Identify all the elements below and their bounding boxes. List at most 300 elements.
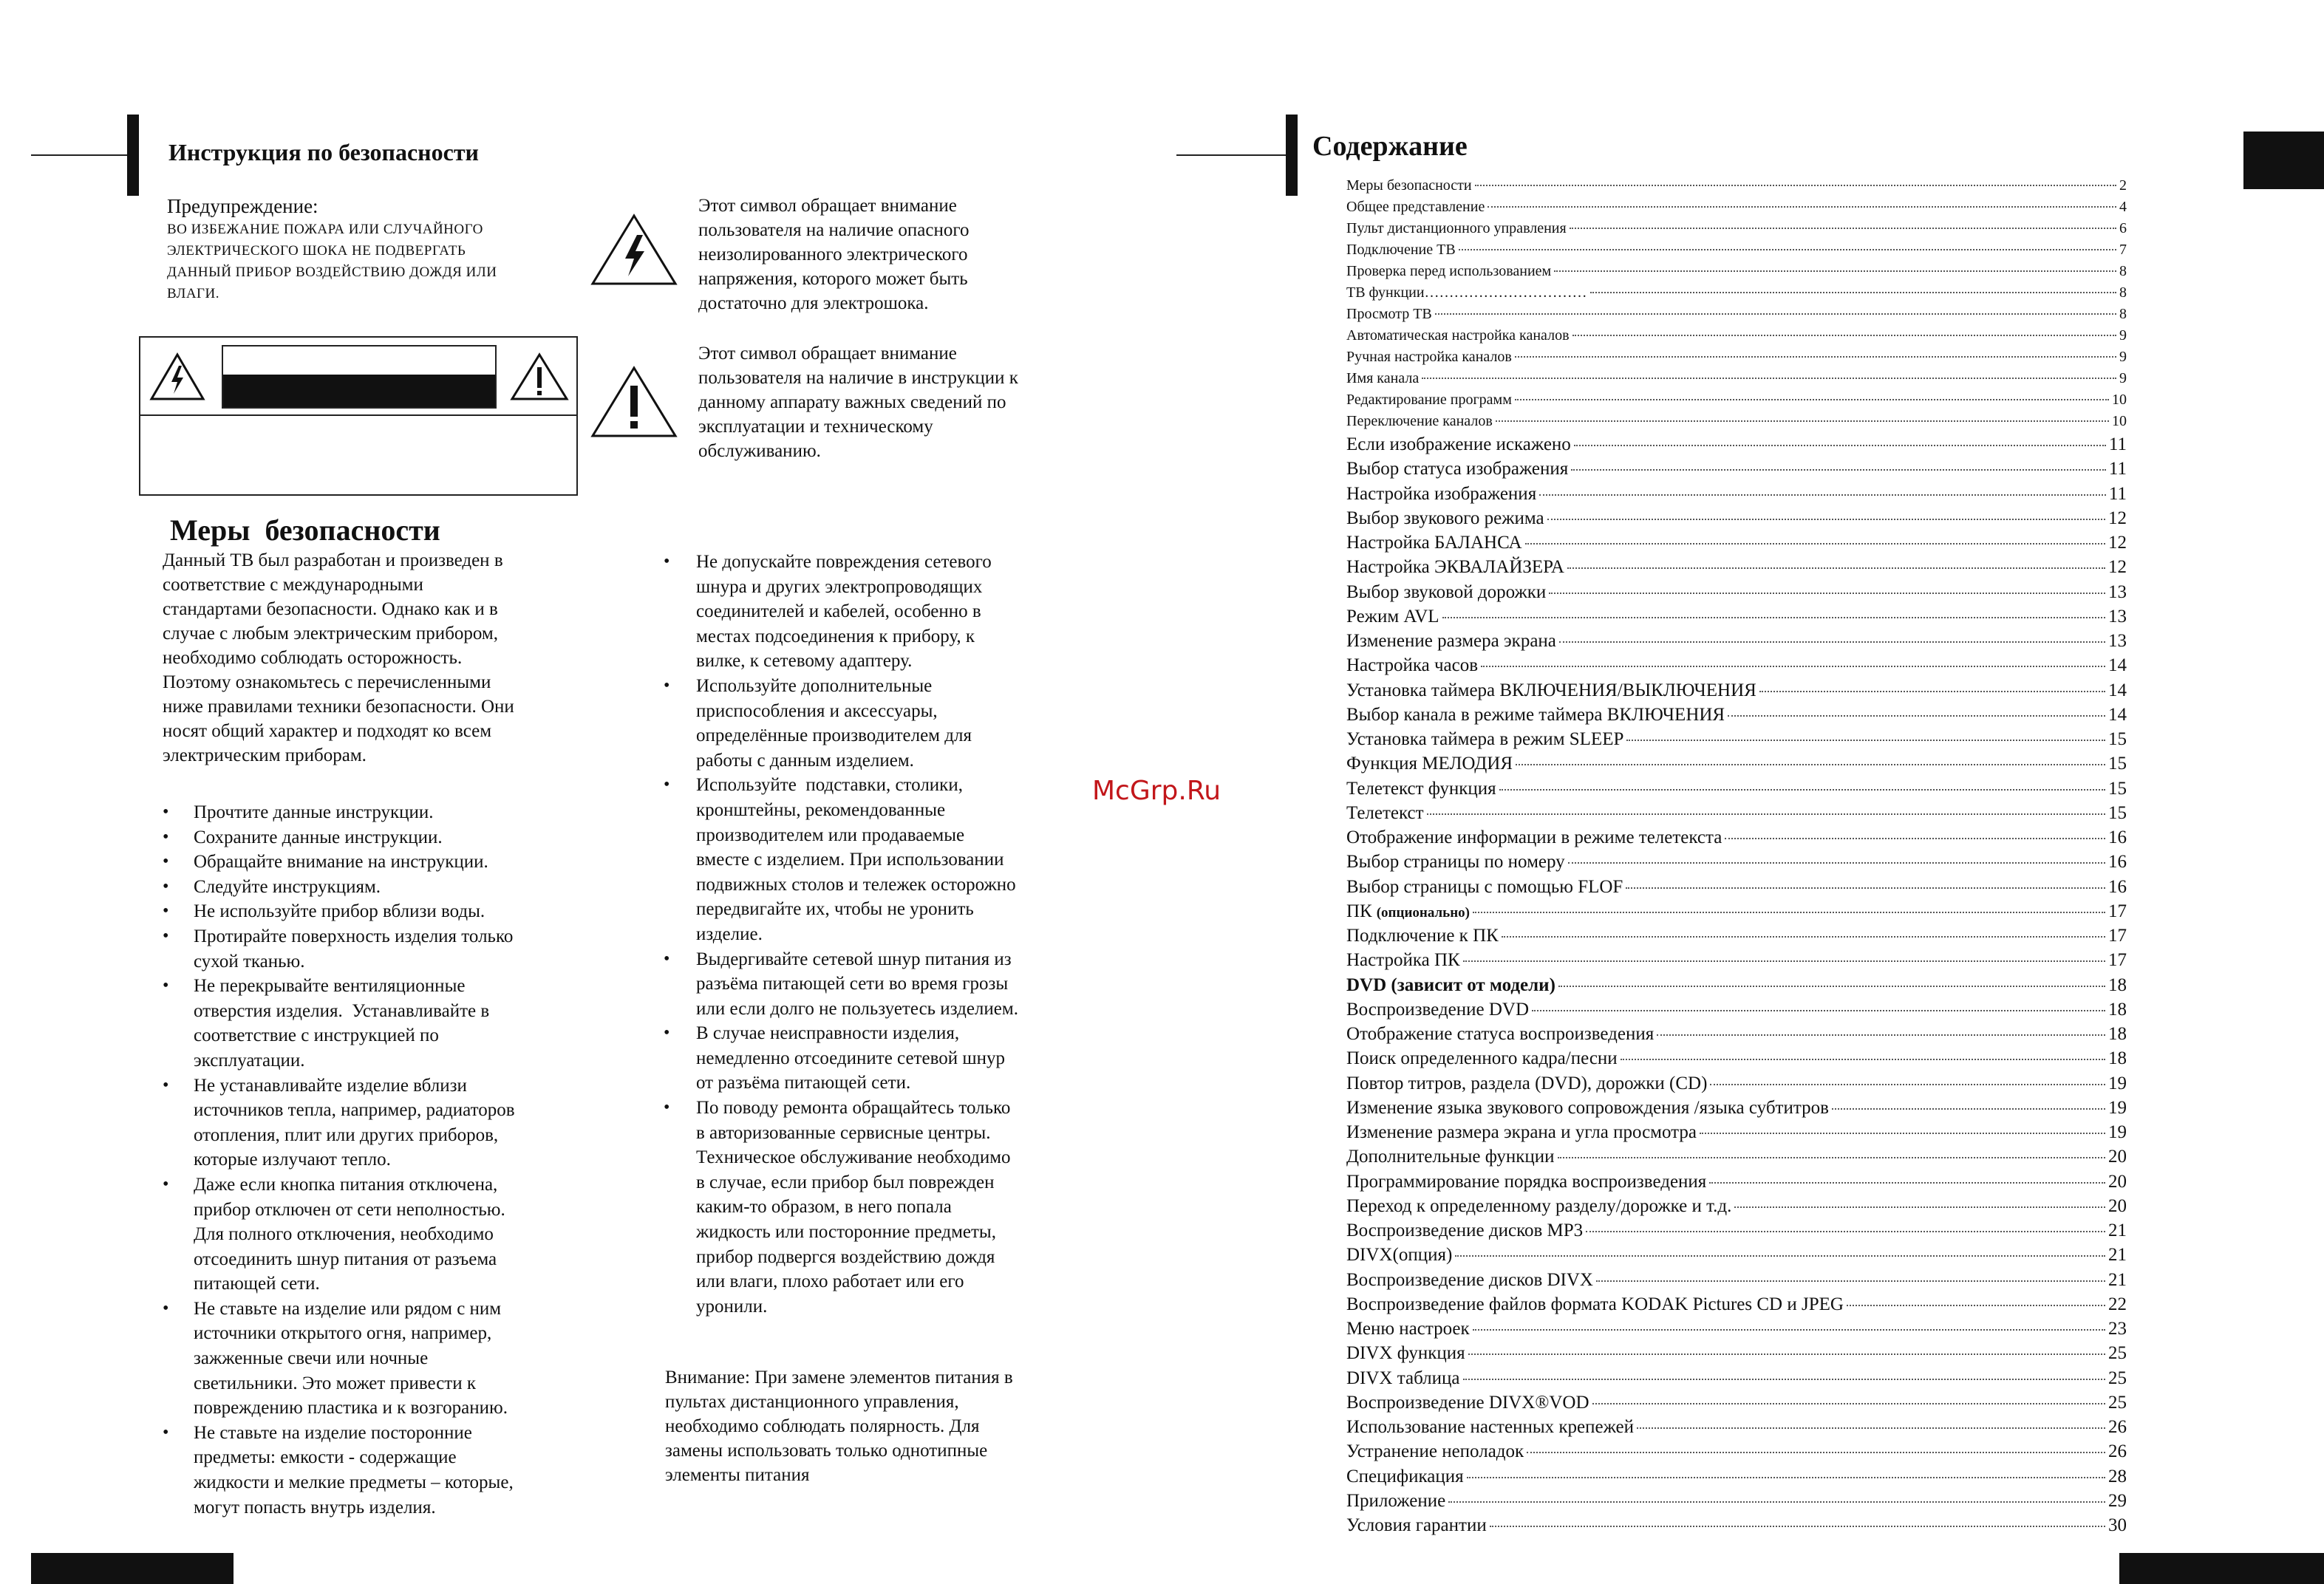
toc-leader [1463, 1379, 2106, 1380]
toc-entry-title: Воспроизведение дисков DIVX [1346, 1269, 1593, 1290]
note-line: пультах дистанционного управления, [665, 1392, 959, 1412]
item-line: • Не ставьте на изделие посторонние [194, 1422, 472, 1443]
toc-entry-title: Настройка изображения [1346, 483, 1537, 504]
toc-entry-page: 14 [2108, 704, 2127, 725]
caution-label-frame [222, 345, 497, 409]
toc-leader [1586, 1231, 2105, 1232]
item-line: или если долго не пользуетесь изделием. [696, 998, 1018, 1019]
toc-entry[interactable] [1346, 370, 2127, 387]
toc-entry[interactable] [1346, 199, 2127, 216]
toc-leader [1567, 567, 2105, 569]
item-line: • В случае неисправности изделия, [696, 1023, 960, 1044]
toc-entry[interactable] [1346, 705, 2127, 726]
toc-entry[interactable] [1346, 1221, 2127, 1241]
toc-entry-title: DVD (зависит от модели) [1346, 974, 1555, 995]
toc-leader [1547, 519, 2105, 520]
toc-entry-page: 12 [2108, 533, 2127, 553]
toc-leader [1539, 494, 2106, 496]
item-line: • Прочтите данные инструкции. [194, 802, 434, 822]
toc-leader [1473, 912, 2105, 913]
toc-entry[interactable] [1346, 803, 2127, 824]
item-line: определённые производителем для [696, 726, 972, 746]
toc-leader [1847, 1305, 2105, 1306]
toc-entry-page: 23 [2108, 1319, 2127, 1339]
toc-entry-title: Настройка ЭКВАЛАЙЗЕРА [1346, 557, 1564, 578]
exclamation-triangle-icon [590, 365, 678, 443]
item-line: отопления, плит или других приборов, [194, 1124, 499, 1145]
safety-item [161, 1172, 604, 1297]
toc-leader [1700, 1133, 2105, 1134]
toc-leader [1525, 543, 2105, 544]
toc-entry[interactable] [1346, 901, 2127, 922]
toc-entry[interactable] [1346, 263, 2127, 280]
toc-entry-title: Пульт дистанционного управления [1346, 220, 1567, 236]
toc-entry-title: Выбор звуковой дорожки [1346, 581, 1547, 602]
item-line: • Выдергивайте сетевой шнур питания из [696, 949, 1012, 969]
toc-entry-page: 17 [2108, 901, 2127, 921]
toc-entry-page: 12 [2108, 557, 2127, 578]
toc-entry[interactable] [1346, 754, 2127, 774]
toc-entry[interactable] [1346, 1048, 2127, 1069]
toc-entry[interactable] [1346, 327, 2127, 344]
toc-entry-title: Выбор канала в режиме таймера ВКЛЮЧЕНИЯ [1346, 704, 1725, 725]
item-line: • Не перекрывайте вентиляционные [194, 976, 466, 997]
item-line: • Обращайте внимание на инструкции. [194, 852, 488, 873]
toc-entry-title: Отображение информации в режиме телетекста [1346, 827, 1722, 847]
symbol-line: неизолированного электрического [698, 245, 968, 264]
intro-line: Данный ТВ был разработан и произведен в [163, 550, 503, 570]
toc-entry-page: 16 [2108, 852, 2127, 873]
toc-entry-title: Воспроизведение DVD [1346, 999, 1530, 1020]
item-line: производителем или продаваемые [696, 825, 965, 845]
toc-entry-title: ТВ функции…………………………… [1346, 284, 1587, 301]
toc-entry-title: Программирование порядка воспроизведения [1346, 1171, 1707, 1192]
toc-entry[interactable] [1346, 1417, 2127, 1438]
item-line: отверстия изделия. Устанавливайте в [194, 1000, 490, 1021]
toc-entry[interactable] [1346, 508, 2127, 529]
safety-item [662, 947, 1091, 1022]
item-line: повреждению пластика и к возгоранию. [194, 1398, 508, 1419]
toc-entry-title: Воспроизведение DIVX®VOD [1346, 1392, 1589, 1413]
toc-leader [1709, 1182, 2105, 1184]
safety-item [662, 773, 1091, 946]
toc-entry-title: Если изображение искажено [1346, 434, 1571, 454]
safety-intro [163, 548, 606, 768]
toc-entry[interactable] [1346, 557, 2127, 578]
toc-entry[interactable] [1346, 1122, 2127, 1143]
toc-entry-title: Меры безопасности [1346, 177, 1472, 194]
item-line: эксплуатации. [194, 1050, 305, 1071]
toc-leader [1481, 666, 2105, 667]
toc-entry-page: 19 [2108, 1122, 2127, 1142]
toc-entry[interactable] [1346, 413, 2127, 430]
item-line: шнура и других электропроводящих [696, 576, 983, 597]
toc-entry[interactable] [1346, 779, 2127, 799]
caution-box [139, 336, 578, 496]
safety-item [161, 850, 604, 875]
safety-item [662, 1096, 1091, 1319]
toc-entry[interactable] [1346, 975, 2127, 996]
toc-entry-page: 11 [2108, 434, 2127, 454]
symbol-explanation-2 [698, 341, 1097, 463]
safety-item [161, 899, 604, 924]
toc-entry[interactable] [1346, 729, 2127, 750]
toc-leader [1734, 1206, 2105, 1208]
toc-leader [1558, 1157, 2106, 1158]
caution-label-fill [223, 375, 495, 407]
toc-entry-title: Поиск определенного кадра/песни [1346, 1048, 1618, 1069]
lightning-triangle-icon [149, 352, 205, 405]
item-line: кронштейны, рекомендованные [696, 799, 946, 820]
item-line: уронили. [696, 1296, 768, 1317]
toc-leader [1559, 641, 2105, 643]
toc-entry[interactable] [1346, 877, 2127, 898]
toc-entry-page: 10 [2112, 413, 2127, 429]
toc-entry[interactable] [1346, 349, 2127, 366]
toc-entry-page: 2 [2119, 177, 2127, 194]
toc-entry-page: 25 [2108, 1343, 2127, 1364]
toc-entry-title: Режим AVL [1346, 606, 1439, 627]
toc-entry-page: 28 [2108, 1466, 2127, 1486]
toc-entry-page: 13 [2108, 606, 2127, 627]
toc-entry-page: 29 [2108, 1490, 2127, 1511]
item-line: в случае, если прибор был поврежден [696, 1172, 995, 1192]
note-line: Внимание: При замене элементов питания в [665, 1368, 1013, 1387]
lightning-triangle-icon [590, 213, 678, 290]
toc-leader [1574, 445, 2106, 446]
watermark: McGrp.Ru [1092, 776, 1221, 806]
toc-entry-title: Выбор страницы с помощью FLOF [1346, 876, 1623, 897]
toc-entry-page: 12 [2108, 508, 2127, 528]
safety-item [161, 825, 604, 850]
intro-line: случае с любым электрическим прибором, [163, 624, 499, 644]
toc-entry-title: Подключение ТВ [1346, 242, 1456, 258]
safety-item [161, 924, 604, 974]
toc-leader [1572, 335, 2116, 336]
toc-leader [1590, 292, 2116, 293]
toc-entry-title: Проверка перед использованием [1346, 263, 1552, 279]
toc-entry[interactable] [1346, 1319, 2127, 1339]
right-header-bar [1286, 115, 1298, 196]
toc-entry-page: 16 [2108, 827, 2127, 847]
toc-entry[interactable] [1346, 242, 2127, 259]
item-line: подвижных столов и тележек осторожно [696, 874, 1016, 895]
intro-line: необходимо соблюдать осторожность. [163, 648, 463, 668]
item-line: от разъёма питающей сети. [696, 1073, 911, 1093]
exclamation-triangle-icon [510, 352, 569, 405]
safety-item [662, 674, 1091, 773]
toc-leader [1448, 1501, 2105, 1503]
item-line: передвигайте их, чтобы не уронить [696, 899, 974, 920]
safety-item [161, 1297, 604, 1421]
toc-entry-page: 17 [2108, 926, 2127, 946]
toc-entry[interactable] [1346, 1024, 2127, 1045]
symbol-explanation-1 [698, 194, 1083, 315]
item-line: прибор отключен от сети неполностью. [194, 1199, 505, 1220]
intro-line: Поэтому ознакомьтесь с перечисленными [163, 672, 491, 692]
toc-leader [1468, 1353, 2105, 1355]
symbol-line: данному аппарату важных сведений по [698, 392, 1006, 412]
toc-entry-page: 17 [2108, 950, 2127, 971]
item-line: немедленно отсоедините сетевой шнур [696, 1048, 1005, 1068]
toc-entry[interactable] [1346, 1368, 2127, 1389]
toc-entry-title: Использование настенных крепежей [1346, 1417, 1635, 1437]
item-line: светильники. Это может привести к [194, 1373, 477, 1393]
toc-entry-title: Редактирование программ [1346, 392, 1512, 408]
toc-entry[interactable] [1346, 680, 2127, 701]
item-line: • Не ставьте на изделие или рядом с ним [194, 1298, 502, 1319]
toc-entry[interactable] [1346, 1270, 2127, 1291]
toc-leader [1657, 1034, 2105, 1036]
toc-entry[interactable] [1346, 1098, 2127, 1119]
toc-entry-title: Спецификация [1346, 1466, 1464, 1486]
safety-item [161, 875, 604, 900]
toc-entry-title: Переход к определенному разделу/дорожке и т.д. [1346, 1195, 1732, 1216]
item-line: которые излучают тепло. [194, 1150, 391, 1170]
toc-leader [1725, 838, 2105, 839]
toc-leader [1515, 399, 2109, 400]
item-line: жидкости и мелкие предметы – которые, [194, 1472, 514, 1493]
toc-entry[interactable] [1346, 1073, 2127, 1094]
toc-leader [1516, 764, 2105, 765]
toc-entry[interactable] [1346, 434, 2127, 455]
item-line: зажженные свечи или ночные [194, 1348, 429, 1369]
item-line: или влаги, плохо работает или его [696, 1271, 964, 1292]
toc-entry-page: 19 [2108, 1097, 2127, 1118]
safety-item [161, 974, 604, 1073]
toc-entry[interactable] [1346, 533, 2127, 553]
toc-entry-title: Устранение неполадок [1346, 1441, 1524, 1462]
warning-label: Предупреждение: [167, 195, 318, 217]
toc-entry-page: 13 [2108, 631, 2127, 651]
symbol-line: пользователя на наличие в инструкции к [698, 368, 1018, 388]
toc-entry[interactable] [1346, 306, 2127, 323]
item-line: жидкость или посторонние предметы, [696, 1222, 996, 1243]
toc-entry-page: 26 [2108, 1441, 2127, 1462]
toc-entry-page: 18 [2108, 974, 2127, 995]
battery-note [665, 1365, 1094, 1487]
toc-entry[interactable] [1346, 459, 2127, 479]
toc-entry[interactable] [1346, 484, 2127, 505]
toc-entry[interactable] [1346, 392, 2127, 409]
note-line: необходимо соблюдать полярность. Для [665, 1416, 980, 1436]
toc-entry-title: Переключение каналов [1346, 413, 1493, 429]
toc-leader [1496, 420, 2109, 422]
toc-entry[interactable] [1346, 1294, 2127, 1315]
toc-entry[interactable] [1346, 926, 2127, 946]
item-line: соответствие с инструкцией по [194, 1025, 439, 1046]
toc-leader [1499, 789, 2105, 791]
toc-entry-page: 9 [2119, 370, 2127, 386]
toc-entry-page: 11 [2108, 459, 2127, 479]
toc-entry-title: Повтор титров, раздела (DVD), дорожки (CD) [1346, 1073, 1708, 1093]
toc-entry[interactable] [1346, 1147, 2127, 1167]
safety-item [662, 1021, 1091, 1096]
toc-entry[interactable] [1346, 607, 2127, 627]
item-line: изделие. [696, 924, 763, 944]
contents-title: Содержание [1312, 131, 1468, 162]
toc-entry[interactable] [1346, 220, 2127, 237]
item-line: • Используйте подставки, столики, [696, 775, 963, 796]
safety-list-left [161, 800, 604, 1520]
item-line: приспособления и аксессуары, [696, 700, 938, 721]
toc-leader [1427, 813, 2105, 815]
right-footer-block [2119, 1553, 2324, 1584]
toc-leader [1571, 469, 2106, 471]
toc-entry-page: 15 [2108, 802, 2127, 823]
toc-entry-title: Выбор статуса изображения [1346, 459, 1569, 479]
left-footer-block [31, 1553, 234, 1584]
item-line: • Протирайте поверхность изделия только [194, 926, 514, 946]
toc-leader [1463, 960, 2105, 962]
toc-entry-page: 21 [2108, 1221, 2127, 1240]
toc-entry-suffix: (опционально) [1376, 904, 1470, 921]
toc-entry-page: 18 [2108, 1024, 2127, 1044]
toc-entry-page: 21 [2108, 1245, 2127, 1266]
toc-leader [1710, 1084, 2105, 1085]
toc-entry-title: ПК [1346, 901, 1372, 921]
toc-entry-title: Функция МЕЛОДИЯ [1346, 754, 1513, 774]
toc-entry[interactable] [1346, 852, 2127, 873]
toc-entry-title: Настройка часов [1346, 655, 1479, 676]
toc-entry-title: Телетекст функция [1346, 778, 1496, 799]
toc-leader [1467, 1477, 2105, 1478]
left-page-title: Инструкция по безопасности [168, 139, 479, 165]
note-line: элементы питания [665, 1465, 810, 1485]
toc-entry-title: DIVX функция [1346, 1343, 1465, 1364]
toc-entry-page: 10 [2112, 392, 2127, 408]
symbol-line: обслуживанию. [698, 441, 821, 461]
toc-leader [1475, 185, 2116, 186]
safety-item [161, 800, 604, 825]
toc-leader [1549, 593, 2105, 594]
toc-entry-page: 9 [2119, 349, 2127, 365]
item-line: Техническое обслуживание необходимо [696, 1147, 1011, 1168]
warning-line: ЭЛЕКТРИЧЕСКОГО ШОКА НЕ ПОДВЕРГАТЬ [167, 243, 466, 259]
toc-leader [1435, 313, 2116, 315]
toc-entry-title: DIVX(опция) [1346, 1245, 1453, 1266]
toc-entry-page: 11 [2108, 483, 2127, 504]
toc-leader [1626, 887, 2105, 889]
toc-entry-page: 13 [2108, 581, 2127, 602]
toc-leader [1621, 1059, 2105, 1060]
item-line: вместе с изделием. При использовании [696, 850, 1004, 870]
toc-entry[interactable] [1346, 1245, 2127, 1266]
symbol-line: эксплуатации и техническому [698, 417, 933, 437]
item-line: вилке, к сетевому адаптеру. [696, 651, 913, 672]
toc-entry-page: 26 [2108, 1417, 2127, 1437]
toc-leader [1558, 986, 2105, 987]
toc-entry[interactable] [1346, 1491, 2127, 1512]
toc-entry-page: 20 [2108, 1147, 2127, 1167]
safety-list-right [662, 550, 1091, 1319]
toc-entry-page: 20 [2108, 1171, 2127, 1192]
item-line: • Следуйте инструкциям. [194, 876, 381, 897]
toc-entry-title: Имя канала [1346, 370, 1420, 386]
toc-entry-page: 8 [2119, 306, 2127, 322]
toc-entry-page: 8 [2119, 284, 2127, 301]
toc-entry-title: Условия гарантии [1346, 1515, 1487, 1535]
toc-leader [1626, 740, 2105, 741]
item-line: работы с данным изделием. [696, 750, 914, 771]
safety-item [662, 550, 1091, 674]
toc-entry-title: Установка таймера ВКЛЮЧЕНИЯ/ВЫКЛЮЧЕНИЯ [1346, 680, 1756, 700]
item-line: источников тепла, например, радиаторов [194, 1100, 515, 1121]
intro-line: ниже правилами техники безопасности. Они [163, 697, 514, 717]
toc-entry-page: 19 [2108, 1073, 2127, 1093]
warning-line: ДАННЫЙ ПРИБОР ВОЗДЕЙСТВИЮ ДОЖДЯ ИЛИ [167, 264, 497, 280]
toc-leader [1554, 270, 2116, 272]
left-header-rule [31, 154, 127, 156]
toc-entry-title: Настройка ПК [1346, 950, 1460, 971]
item-line: прибор подвергся воздействию дождя [696, 1246, 995, 1267]
symbol-line: Этот символ обращает внимание [698, 196, 957, 216]
toc-entry-title: Изменение языка звукового сопровождения /языка субтитров [1346, 1097, 1829, 1118]
toc-leader [1570, 228, 2116, 229]
toc-entry-page: 18 [2108, 1048, 2127, 1069]
item-line: в авторизованные сервисные центры. [696, 1122, 991, 1143]
toc-entry-page: 14 [2108, 655, 2127, 676]
toc-entry[interactable] [1346, 655, 2127, 676]
toc-entry-page: 16 [2108, 876, 2127, 897]
toc-entry[interactable] [1346, 1515, 2127, 1536]
toc-entry[interactable] [1346, 1467, 2127, 1487]
item-line: источники открытого огня, например, [194, 1323, 492, 1344]
symbol-line: пользователя на наличие опасного [698, 220, 970, 240]
item-line: • По поводу ремонта обращайтесь только [696, 1098, 1011, 1119]
left-header-bar [127, 115, 139, 196]
toc-entry[interactable] [1346, 1196, 2127, 1217]
item-line: • Даже если кнопка питания отключена, [194, 1174, 498, 1195]
toc-entry-page: 6 [2119, 220, 2127, 236]
toc-entry[interactable] [1346, 827, 2127, 848]
toc-entry[interactable] [1346, 631, 2127, 652]
toc-entry[interactable] [1346, 582, 2127, 603]
intro-line: электрическим приборам. [163, 745, 367, 765]
toc-leader [1527, 1452, 2105, 1453]
toc-entry-title: Приложение [1346, 1490, 1446, 1511]
toc-entry-page: 20 [2108, 1195, 2127, 1216]
item-line: • Не допускайте повреждения сетевого [696, 552, 992, 572]
item-line: соединителей и кабелей, особенно в [696, 601, 981, 622]
symbol-line: достаточно для электрошока. [698, 293, 929, 313]
toc-leader [1832, 1108, 2105, 1110]
toc-entry[interactable] [1346, 950, 2127, 971]
toc-entry-title: Общее представление [1346, 199, 1485, 215]
toc-leader [1637, 1427, 2105, 1429]
toc-entry[interactable] [1346, 1441, 2127, 1462]
note-line: замены использовать только однотипные [665, 1441, 988, 1461]
toc-entry-page: 15 [2108, 778, 2127, 799]
item-line: Для полного отключения, необходимо [194, 1224, 494, 1245]
toc-entry[interactable] [1346, 1343, 2127, 1364]
toc-leader [1459, 249, 2116, 250]
toc-leader [1442, 617, 2105, 618]
toc-entry[interactable] [1346, 1000, 2127, 1020]
toc-entry[interactable] [1346, 284, 2127, 301]
toc-entry-title: Просмотр ТВ [1346, 306, 1432, 322]
table-of-contents [1346, 177, 2127, 1544]
toc-entry-page: 25 [2108, 1392, 2127, 1413]
item-line: питающей сети. [194, 1274, 320, 1294]
toc-entry[interactable] [1346, 1172, 2127, 1192]
toc-leader [1502, 936, 2105, 938]
toc-entry[interactable] [1346, 1393, 2127, 1413]
toc-entry[interactable] [1346, 177, 2127, 194]
item-line: • Не устанавливайте изделие вблизи [194, 1075, 467, 1096]
right-header-rule [1176, 154, 1286, 156]
item-line: • Используйте дополнительные [696, 675, 933, 696]
